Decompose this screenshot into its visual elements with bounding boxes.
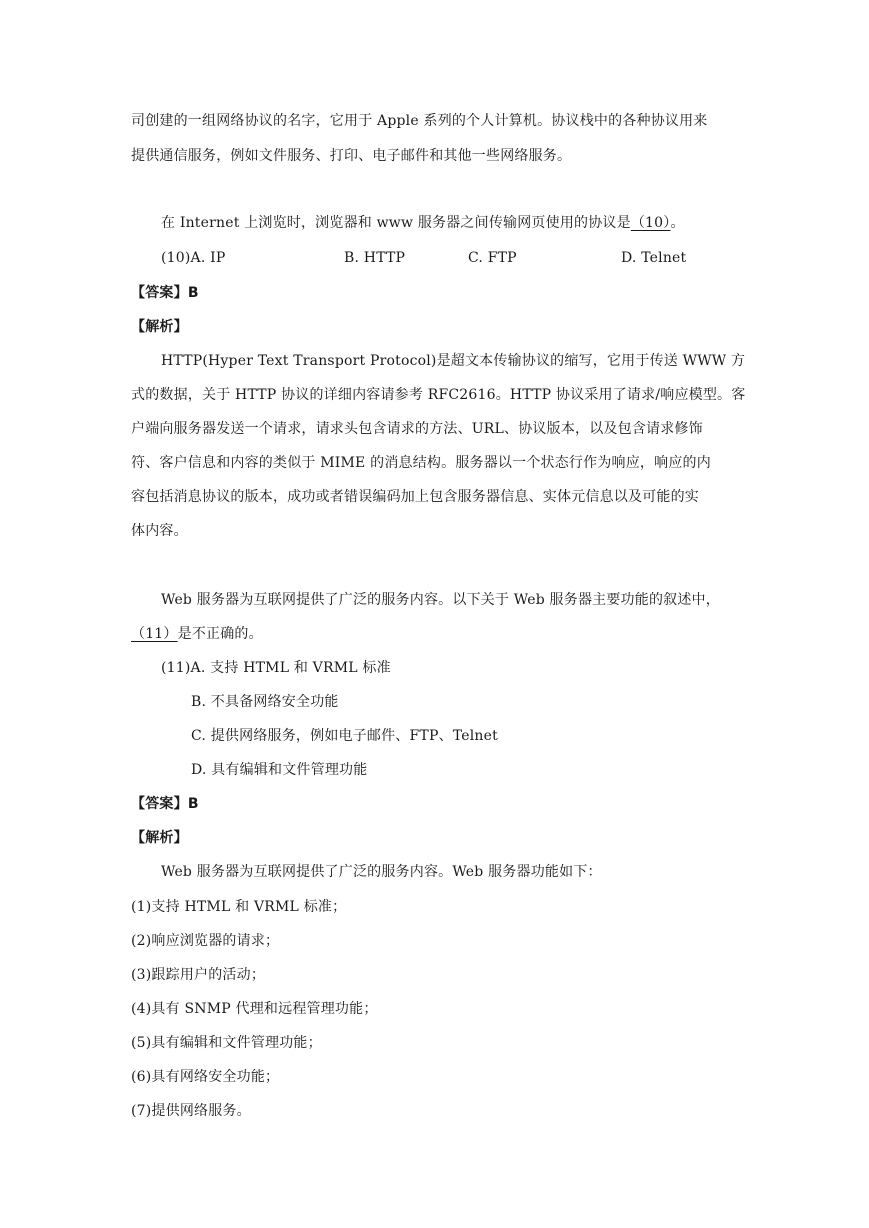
question-11-num: (11) <box>161 660 191 676</box>
question-11-option-a-row <box>161 658 391 678</box>
function-item-3: (3)跟踪用户的活动； <box>131 967 266 983</box>
question-10-analysis-label: 【解析】 <box>131 319 188 335</box>
function-item-2: (2)响应浏览器的请求； <box>131 933 280 949</box>
question-11-analysis-label: 【解析】 <box>131 830 188 846</box>
analysis-10-line-1: HTTP(Hyper Text Transport Protocol)是超文本传输协议的缩写，它用于传送 WWW 方 <box>161 353 746 369</box>
function-item-4: (4)具有 SNMP 代理和远程管理功能； <box>131 1001 378 1017</box>
question-11-stem-line-2 <box>131 624 263 644</box>
answer-label: 【答案】 <box>131 796 188 812</box>
answer-value: B <box>187 796 199 812</box>
intro-line-2: 提供通信服务，例如文件服务、打印、电子邮件和其他一些网络服务。 <box>131 148 572 164</box>
question-11-option-b: B. 不具备网络安全功能 <box>191 694 339 710</box>
question-10-stem-text: 在 Internet 上浏览时，浏览器和 www 服务器之间传输网页使用的协议是 <box>161 215 631 231</box>
question-10-option-b: B. HTTP <box>344 250 406 266</box>
analysis-10-line-4: 符、客户信息和内容的类似于 MIME 的消息结构。服务器以一个状态行作为响应，响应的内 <box>131 455 711 471</box>
question-11-option-d: D. 具有编辑和文件管理功能 <box>191 762 368 778</box>
function-item-6: (6)具有网络安全功能； <box>131 1069 280 1085</box>
question-11-stem-line-1: Web 服务器为互联网提供了广泛的服务内容。以下关于 Web 服务器主要功能的叙述中， <box>161 592 720 608</box>
function-item-1: (1)支持 HTML 和 VRML 标准； <box>131 899 347 915</box>
analysis-11-intro: Web 服务器为互联网提供了广泛的服务内容。Web 服务器功能如下： <box>161 864 602 880</box>
answer-label: 【答案】 <box>131 285 188 301</box>
question-10-answer <box>131 283 199 303</box>
question-11-option-c: C. 提供网络服务，例如电子邮件、FTP、Telnet <box>191 728 498 744</box>
question-10-option-c: C. FTP <box>468 250 517 266</box>
answer-value: B <box>187 285 199 301</box>
analysis-10-line-2: 式的数据，关于 HTTP 协议的详细内容请参考 RFC2616。HTTP 协议采用了请求/响应模型。客 <box>131 387 746 403</box>
question-10-stem-end: 。 <box>670 215 685 231</box>
question-11-blank: （11） <box>131 626 178 642</box>
analysis-10-line-5: 容包括消息协议的版本，成功或者错误编码加上包含服务器信息、实体元信息以及可能的实 <box>131 489 699 505</box>
question-10-option-a: A. IP <box>190 250 226 266</box>
analysis-10-line-6: 体内容。 <box>131 523 188 539</box>
question-10-blank: （10） <box>630 215 671 231</box>
function-item-7: (7)提供网络服务。 <box>131 1103 251 1119</box>
question-11-answer <box>131 794 199 814</box>
question-10-num: (10) <box>161 250 191 266</box>
question-11-stem-end: 是不正确的。 <box>177 626 263 642</box>
question-10-number <box>161 248 226 268</box>
intro-line-1: 司创建的一组网络协议的名字，它用于 Apple 系列的个人计算机。协议栈中的各种协议用来 <box>131 113 708 129</box>
question-11-option-a: A. 支持 HTML 和 VRML 标准 <box>190 660 391 676</box>
analysis-10-line-3: 户端向服务器发送一个请求，请求头包含请求的方法、URL、协议版本，以及包含请求修饰 <box>131 421 703 437</box>
question-10-stem <box>161 213 685 233</box>
question-10-option-d: D. Telnet <box>621 250 687 266</box>
function-item-5: (5)具有编辑和文件管理功能； <box>131 1035 322 1051</box>
